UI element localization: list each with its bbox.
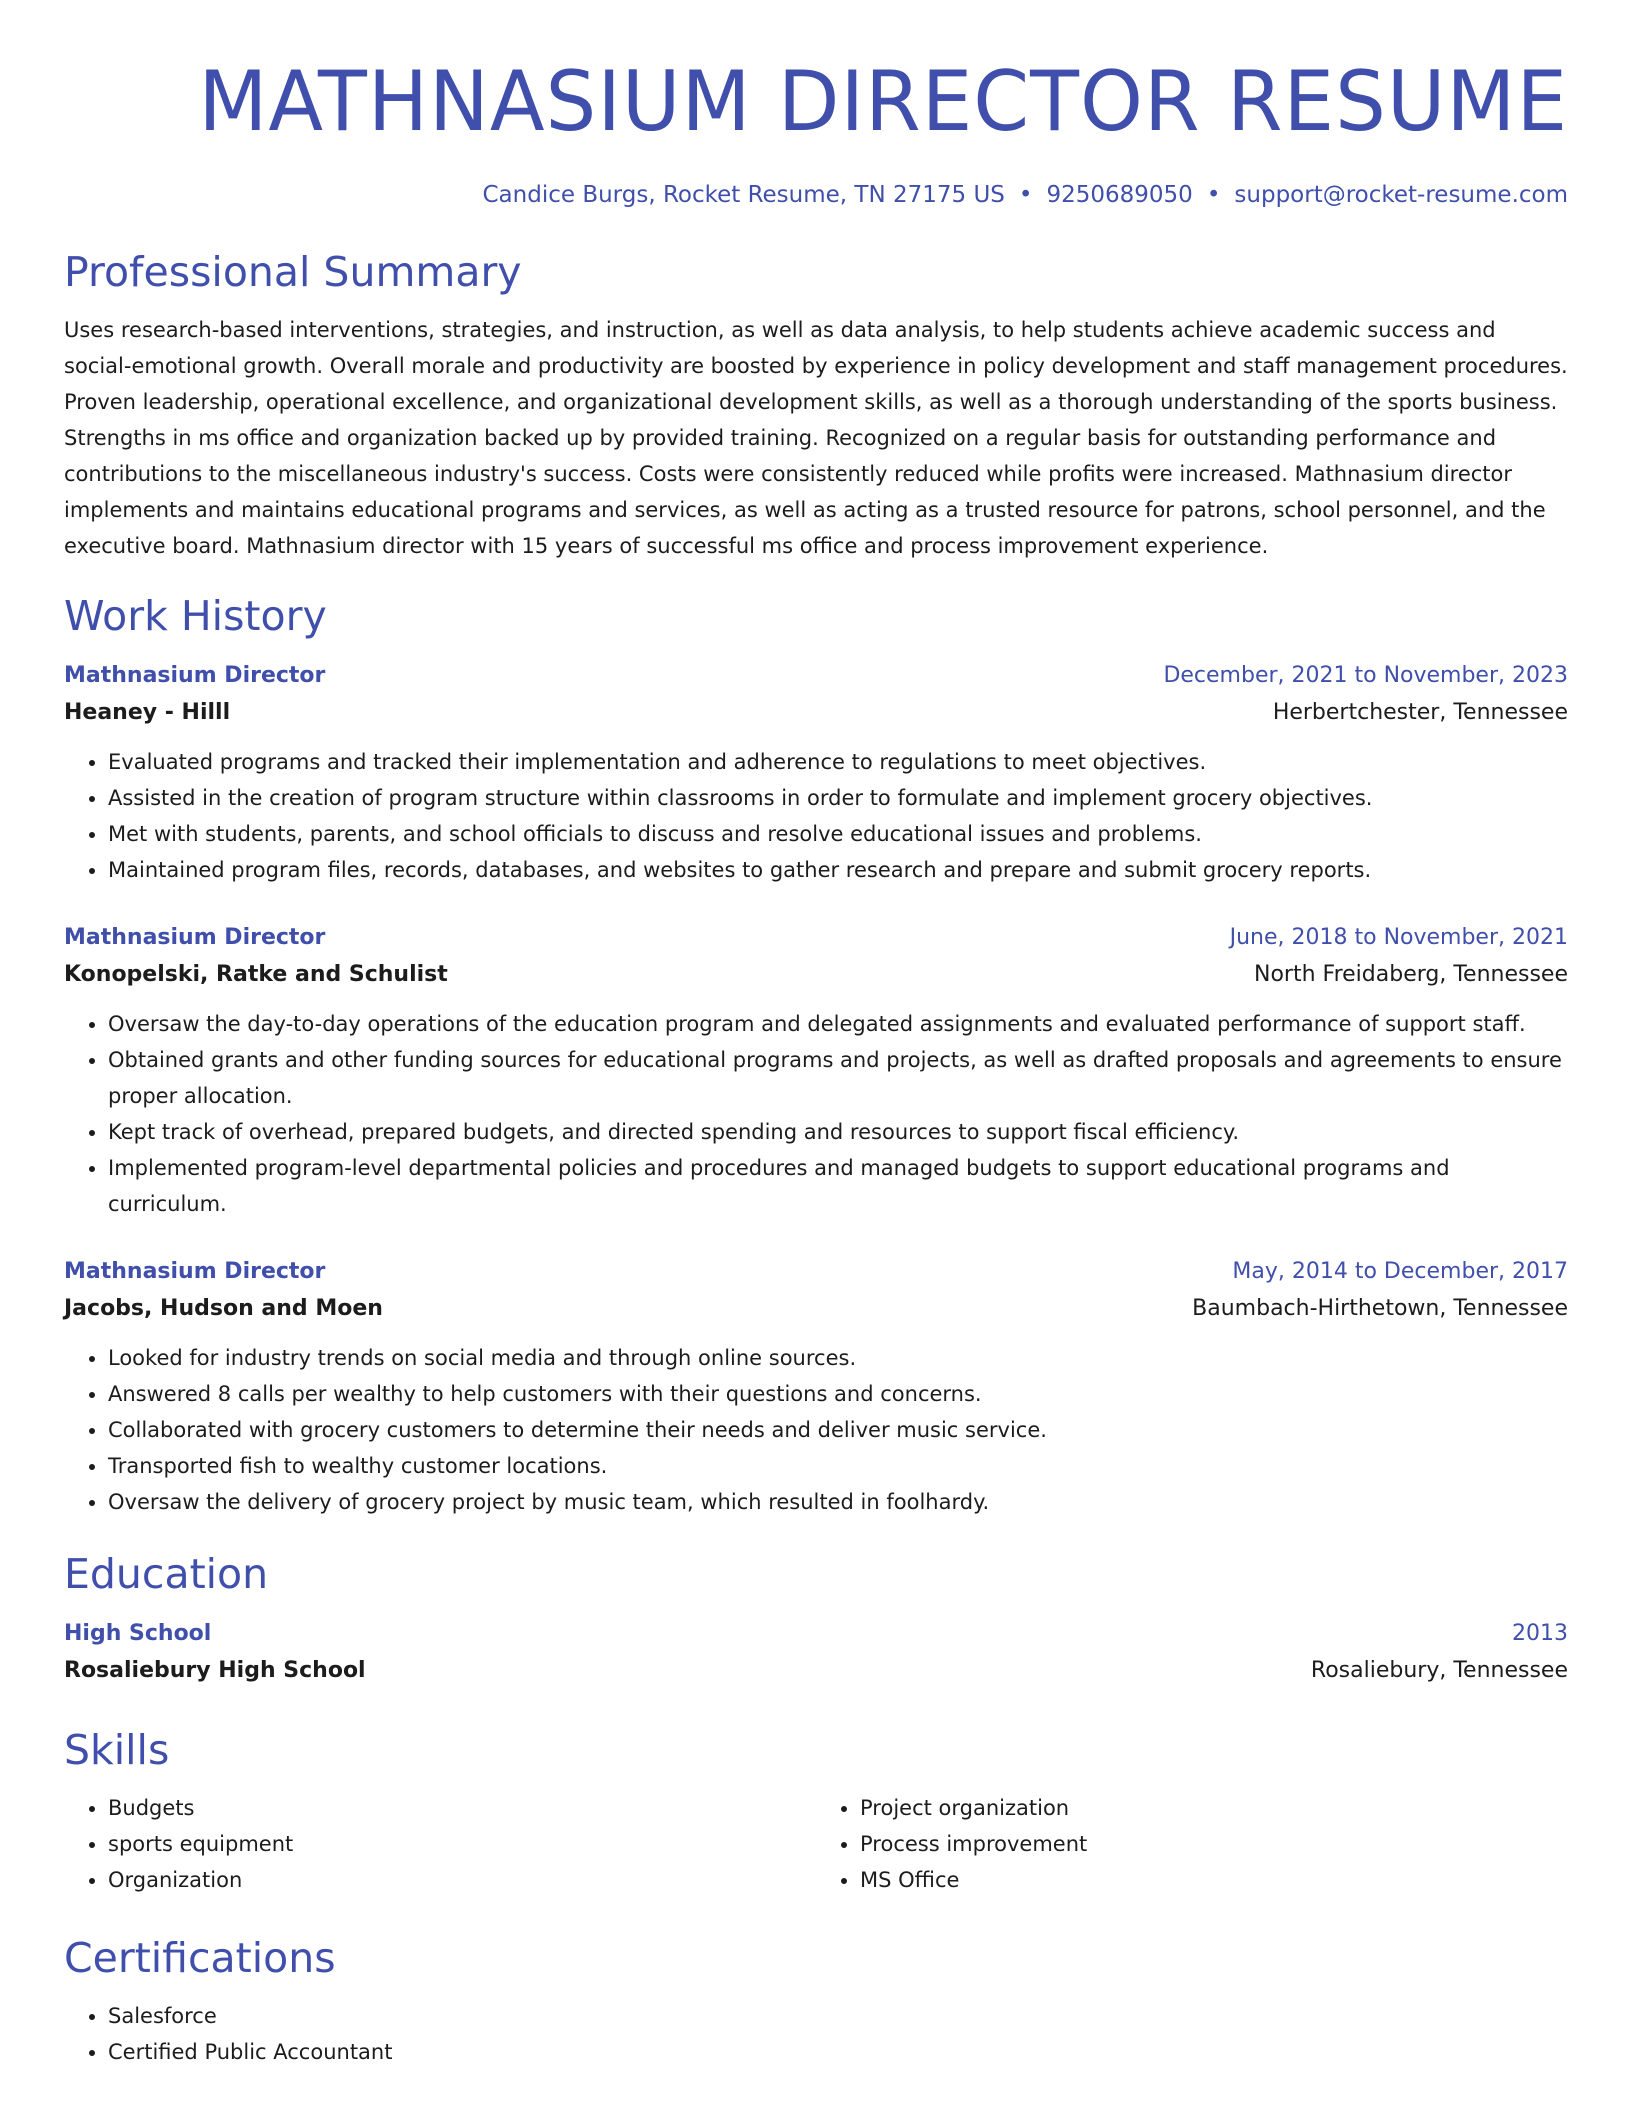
education-heading: Education — [64, 1550, 269, 1598]
education-school: Rosaliebury High School — [64, 1658, 366, 1683]
job-title-row — [64, 1254, 1568, 1290]
education-degree-row — [64, 1616, 1568, 1652]
job-location: Herbertchester, Tennessee — [1272, 700, 1568, 725]
certifications-list — [64, 1998, 1568, 2070]
resume-title: MATHNASIUM DIRECTOR RESUME — [198, 53, 1568, 150]
education-entry — [64, 1616, 1568, 1690]
education-school-row — [64, 1652, 1568, 1690]
job-company-row — [64, 956, 1568, 994]
skill-item: • MS Office — [860, 1862, 1568, 1898]
job-bullets — [64, 744, 1568, 888]
job-bullet: • Collaborated with grocery customers to determine their needs and deliver music service. — [108, 1412, 1568, 1448]
job-company: Jacobs, Hudson and Moen — [64, 1296, 383, 1321]
education-degree: High School — [64, 1621, 212, 1646]
job-dates: May, 2014 to December, 2017 — [1232, 1259, 1568, 1284]
job-bullet: • Obtained grants and other funding sources for educational programs and projects, as well as drafted proposals and agreements to ensure proper allocation. — [108, 1042, 1568, 1114]
skills-columns — [64, 1790, 1568, 1898]
job-bullet: • Implemented program-level departmental policies and procedures and managed budgets to support educational programs and curriculum. — [108, 1150, 1568, 1222]
certifications-heading: Certifications — [64, 1934, 336, 1982]
job-bullet: • Oversaw the delivery of grocery project by music team, which resulted in foolhardy. — [108, 1484, 1568, 1520]
job-bullet: • Met with students, parents, and school officials to discuss and resolve educational issues and problems. — [108, 816, 1568, 852]
job-bullet: • Oversaw the day-to-day operations of the education program and delegated assignments and evaluated performance of support staff. — [108, 1006, 1568, 1042]
contact-address: Candice Burgs, Rocket Resume, TN 27175 US — [482, 182, 1005, 208]
job-location: Baumbach-Hirthetown, Tennessee — [1192, 1296, 1568, 1321]
job-dates: December, 2021 to November, 2023 — [1163, 663, 1568, 688]
education-year: 2013 — [1512, 1621, 1568, 1646]
job-company-row — [64, 694, 1568, 732]
job-company: Konopelski, Ratke and Schulist — [64, 962, 448, 987]
job-entry — [64, 1254, 1568, 1520]
job-dates: June, 2018 to November, 2021 — [1229, 925, 1568, 950]
job-bullet: • Kept track of overhead, prepared budgets, and directed spending and resources to support fiscal efficiency. — [108, 1114, 1568, 1150]
job-bullets — [64, 1340, 1568, 1520]
job-bullet: • Looked for industry trends on social media and through online sources. — [108, 1340, 1568, 1376]
job-bullet: • Evaluated programs and tracked their implementation and adherence to regulations to meet objectives. — [108, 744, 1568, 780]
job-title-row — [64, 658, 1568, 694]
job-title: Mathnasium Director — [64, 1259, 326, 1284]
job-title-row — [64, 920, 1568, 956]
summary-text: Uses research-based interventions, strategies, and instruction, as well as data analysis, to help students achieve academic success and social-emotional growth. Overall morale and productivity are boosted by experience in policy development and staff management procedures. Proven leadership, operational excellence, and organizational development skills, as well as a thorough understanding of the sports business. Strengths in ms office and organization backed up by provided training. Recognized on a regular basis for outstanding performance and contributions to the miscellaneous industry's success. Costs were consistently reduced while profits were increased. Mathnasium director implements and maintains educational programs and services, as well as acting as a trusted resource for patrons, school personnel, and the executive board. Mathnasium director with 15 years of successful ms office and process improvement experience. — [64, 318, 1568, 558]
skills-heading: Skills — [64, 1726, 170, 1774]
job-location: North Freidaberg, Tennessee — [1254, 962, 1568, 987]
separator-dot: • — [1206, 182, 1221, 208]
summary-heading: Professional Summary — [64, 248, 522, 296]
contact-line — [64, 178, 1568, 212]
work-history-heading: Work History — [64, 592, 327, 640]
education-location: Rosaliebury, Tennessee — [1310, 1658, 1568, 1683]
job-bullet: • Maintained program files, records, databases, and websites to gather research and prepare and submit grocery reports. — [108, 852, 1568, 888]
job-bullet: • Answered 8 calls per wealthy to help customers with their questions and concerns. — [108, 1376, 1568, 1412]
job-bullets — [64, 1006, 1568, 1222]
job-bullet: • Assisted in the creation of program structure within classrooms in order to formulate and implement grocery objectives. — [108, 780, 1568, 816]
skill-item: • Organization — [108, 1862, 816, 1898]
job-title: Mathnasium Director — [64, 663, 326, 688]
skills-list-left — [64, 1790, 816, 1898]
skill-item: • Budgets — [108, 1790, 816, 1826]
job-bullet: • Transported fish to wealthy customer locations. — [108, 1448, 1568, 1484]
job-entry — [64, 920, 1568, 1222]
job-title: Mathnasium Director — [64, 925, 326, 950]
job-entry — [64, 658, 1568, 888]
certification-item: • Salesforce — [108, 1998, 1568, 2034]
job-company: Heaney - Hilll — [64, 700, 231, 725]
contact-phone: 9250689050 — [1046, 182, 1193, 208]
skill-item: • Process improvement — [860, 1826, 1568, 1862]
certification-item: • Certified Public Accountant — [108, 2034, 1568, 2070]
job-company-row — [64, 1290, 1568, 1328]
skills-list-right — [816, 1790, 1568, 1898]
skill-item: • sports equipment — [108, 1826, 816, 1862]
skill-item: • Project organization — [860, 1790, 1568, 1826]
separator-dot: • — [1018, 182, 1033, 208]
contact-email: support@rocket-resume.com — [1234, 182, 1568, 208]
